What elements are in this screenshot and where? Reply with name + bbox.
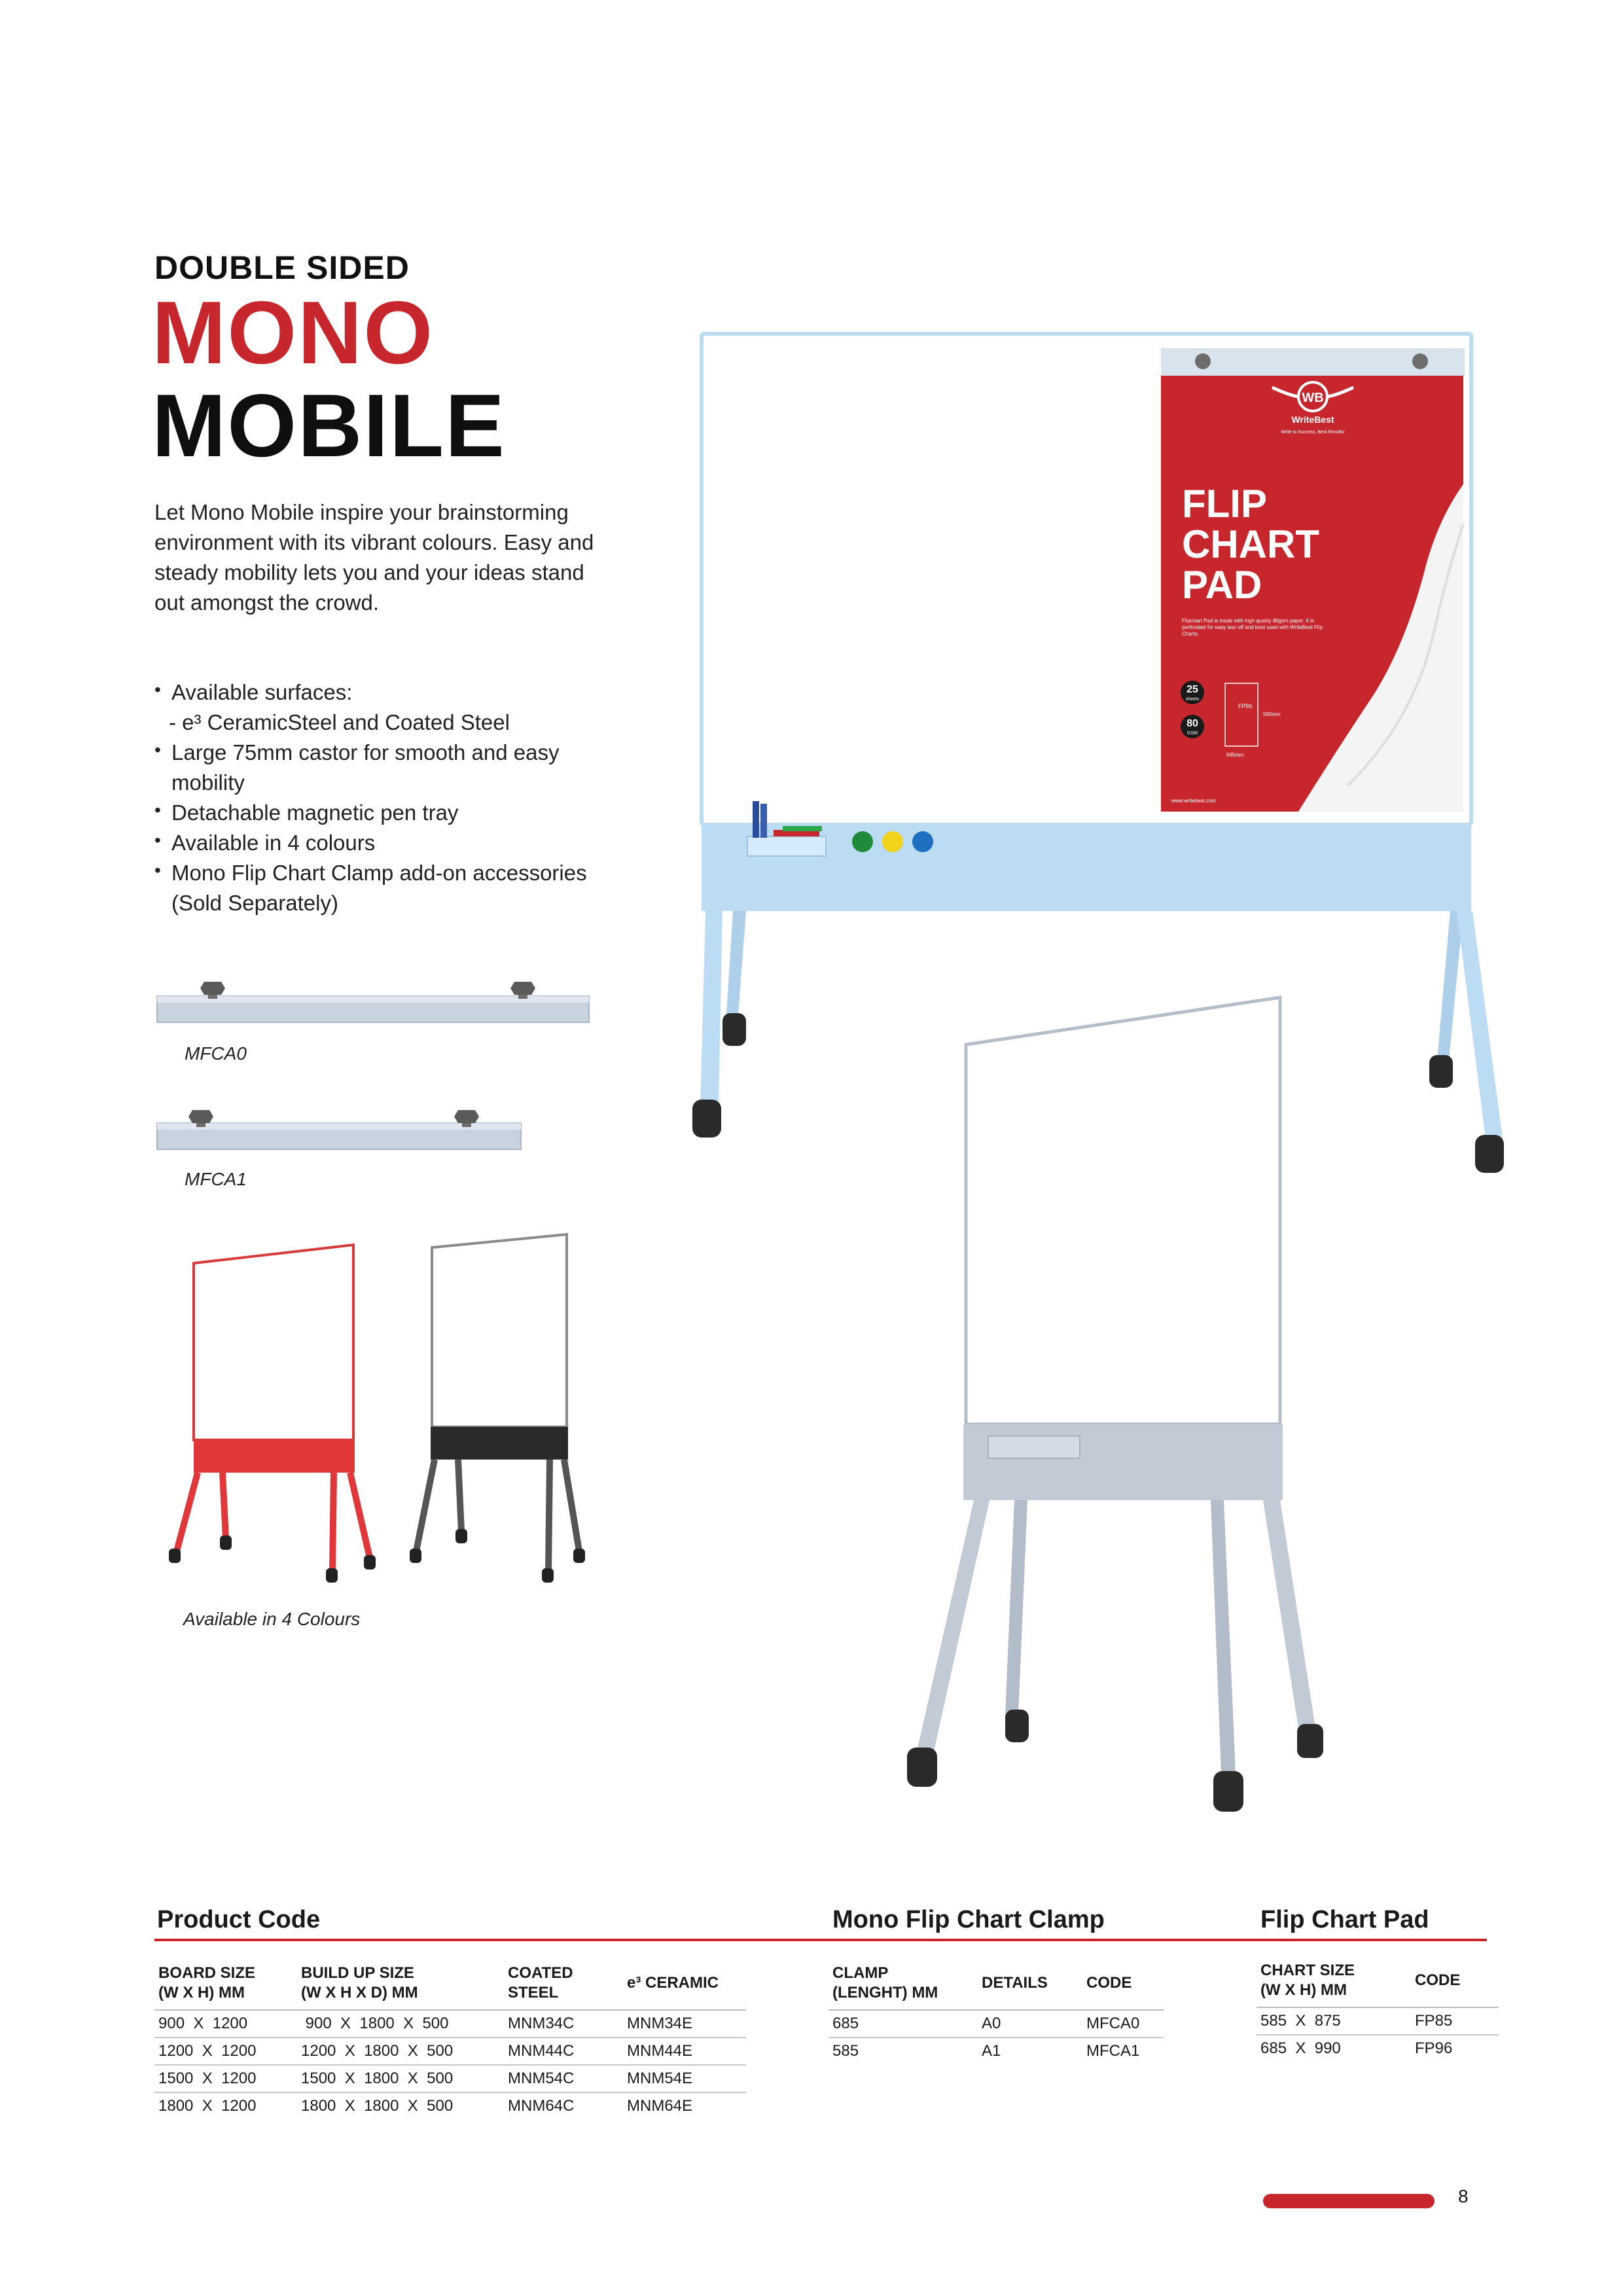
- cell: MNM64C: [508, 2097, 575, 2115]
- cell: MNM54C: [504, 2065, 623, 2092]
- feature-list: [154, 677, 613, 918]
- cell: MNM34E: [623, 2010, 746, 2037]
- col-chart-size: CHART SIZE (W X H) MM: [1257, 1954, 1411, 2007]
- cell: 585: [832, 2042, 859, 2060]
- page-number: 8: [1458, 2186, 1469, 2206]
- cell: 1800 X 1800 X 500: [301, 2097, 454, 2115]
- pad-blurb: Flipchart Pad is made with high quality 80gsm paper. It is perforated for easy tear off and best used with WriteBest Flip Charts.: [1182, 618, 1323, 637]
- table-row: [1257, 2035, 1499, 2062]
- feature-colours: • Available in 4 colours: [154, 828, 613, 858]
- table-row: [829, 2037, 1164, 2064]
- pad-gsm: 80: [1186, 718, 1198, 729]
- section-rule: [154, 1939, 1487, 1941]
- intro-paragraph: Let Mono Mobile inspire your brainstorming environment with its vibrant colours. Easy and steady mobility lets you and your ideas stand out amongst the crowd.: [154, 500, 594, 615]
- table-row: [154, 2092, 746, 2119]
- pad-title-3: PAD: [1182, 563, 1262, 607]
- title-mobile: MOBILE: [152, 376, 506, 475]
- table-row: [154, 2065, 746, 2092]
- pad-sheets: 25: [1186, 684, 1198, 695]
- caption-colours: Available in 4 Colours: [183, 1609, 361, 1629]
- flip-chart-pad: [1161, 348, 1465, 812]
- caption-mfca1: MFCA1: [185, 1169, 247, 1189]
- cell: MNM64E: [627, 2097, 693, 2115]
- table-header-row: [1257, 1954, 1499, 2007]
- pad-gsm-unit: GSM: [1187, 731, 1198, 736]
- heading-flip-chart-clamp: Mono Flip Chart Clamp: [832, 1906, 1105, 1933]
- col-e3-ceramic: e³ CERAMIC: [623, 1957, 746, 2010]
- table-header-row: [154, 1957, 746, 2010]
- col-coated-steel: COATED STEEL: [504, 1957, 623, 2010]
- cell: MNM34C: [504, 2010, 623, 2037]
- feature-clamp: • Mono Flip Chart Clamp add-on accessories (Sold Separately): [154, 858, 613, 918]
- cell: MNM44C: [504, 2037, 623, 2065]
- cell: 585 X 875: [1257, 2007, 1411, 2035]
- black-board: [410, 1234, 585, 1583]
- cell: 685 X 990: [1260, 2039, 1341, 2057]
- feature-castor: • Large 75mm castor for smooth and easy mobility: [154, 738, 613, 798]
- pad-title-1: FLIP: [1182, 482, 1267, 526]
- col-code: CODE: [1082, 1957, 1164, 2010]
- colour-variants-image: [157, 1224, 615, 1604]
- feature-pen-tray: • Detachable magnetic pen tray: [154, 798, 613, 828]
- cell: 685: [829, 2010, 978, 2037]
- footer-accent-bar: [1263, 2194, 1435, 2208]
- cell: MNM44E: [623, 2037, 746, 2065]
- cell: 900 X 1800 X 500: [297, 2010, 504, 2037]
- pad-width: 685mm: [1226, 752, 1244, 758]
- product-code-table: [154, 1957, 746, 2119]
- col-clamp-length: CLAMP (LENGHT) MM: [829, 1957, 978, 2010]
- col-board-size: BOARD SIZE (W X H) MM: [154, 1957, 297, 2010]
- pad-sheets-unit: sheets: [1185, 697, 1200, 702]
- feature-surfaces: • Available surfaces:: [154, 677, 613, 708]
- cell: FP96: [1415, 2039, 1453, 2057]
- cell: 1800 X 1200: [158, 2097, 257, 2115]
- heading-product-code: Product Code: [157, 1906, 321, 1933]
- caption-mfca0: MFCA0: [185, 1043, 247, 1064]
- col-code: CODE: [1411, 1954, 1499, 2007]
- col-details: DETAILS: [978, 1957, 1082, 2010]
- cell: 1200 X 1800 X 500: [297, 2037, 504, 2065]
- cell: 1500 X 1800 X 500: [297, 2065, 504, 2092]
- title-mono: MONO: [152, 283, 435, 382]
- cell: 1500 X 1200: [154, 2065, 297, 2092]
- clamp-a1-image: [154, 1106, 527, 1165]
- heading-flip-chart-pad: Flip Chart Pad: [1260, 1906, 1429, 1933]
- magnet-blue: [912, 831, 933, 852]
- clamp-table: [829, 1957, 1164, 2064]
- pad-brand: WriteBest: [1291, 414, 1334, 425]
- pad-website: www.writebest.com: [1171, 798, 1217, 804]
- cell: A1: [982, 2042, 1001, 2060]
- clamp-a0-image: [154, 975, 593, 1034]
- cell: 1200 X 1200: [154, 2037, 297, 2065]
- col-build-up-size: BUILD UP SIZE (W X H X D) MM: [297, 1957, 504, 2010]
- table-row: [829, 2010, 1164, 2037]
- svg-text:WB: WB: [1302, 391, 1324, 405]
- pad-tagline: Write to Success, Best Results!: [1281, 430, 1345, 435]
- pad-height: 990mm: [1263, 711, 1281, 717]
- cell: MFCA0: [1082, 2010, 1164, 2037]
- table-row: [154, 2010, 746, 2037]
- pad-title-2: CHART: [1182, 522, 1319, 566]
- kicker: DOUBLE SIDED: [154, 249, 410, 286]
- grey-board-image: [890, 988, 1348, 1839]
- magnet-yellow: [882, 831, 903, 852]
- table-row: [154, 2037, 746, 2065]
- table-header-row: [829, 1957, 1164, 2010]
- red-board: [169, 1245, 376, 1583]
- feature-surfaces-detail: - e³ CeramicSteel and Coated Steel: [169, 710, 510, 734]
- pad-table: [1257, 1954, 1499, 2062]
- table-row: [1257, 2007, 1499, 2035]
- pad-code: FP96: [1238, 703, 1253, 709]
- cell: MNM54E: [623, 2065, 746, 2092]
- cell: MFCA1: [1086, 2042, 1140, 2060]
- cell: 900 X 1200: [154, 2010, 297, 2037]
- cell: FP85: [1411, 2007, 1499, 2035]
- magnet-green: [852, 831, 873, 852]
- cell: A0: [978, 2010, 1082, 2037]
